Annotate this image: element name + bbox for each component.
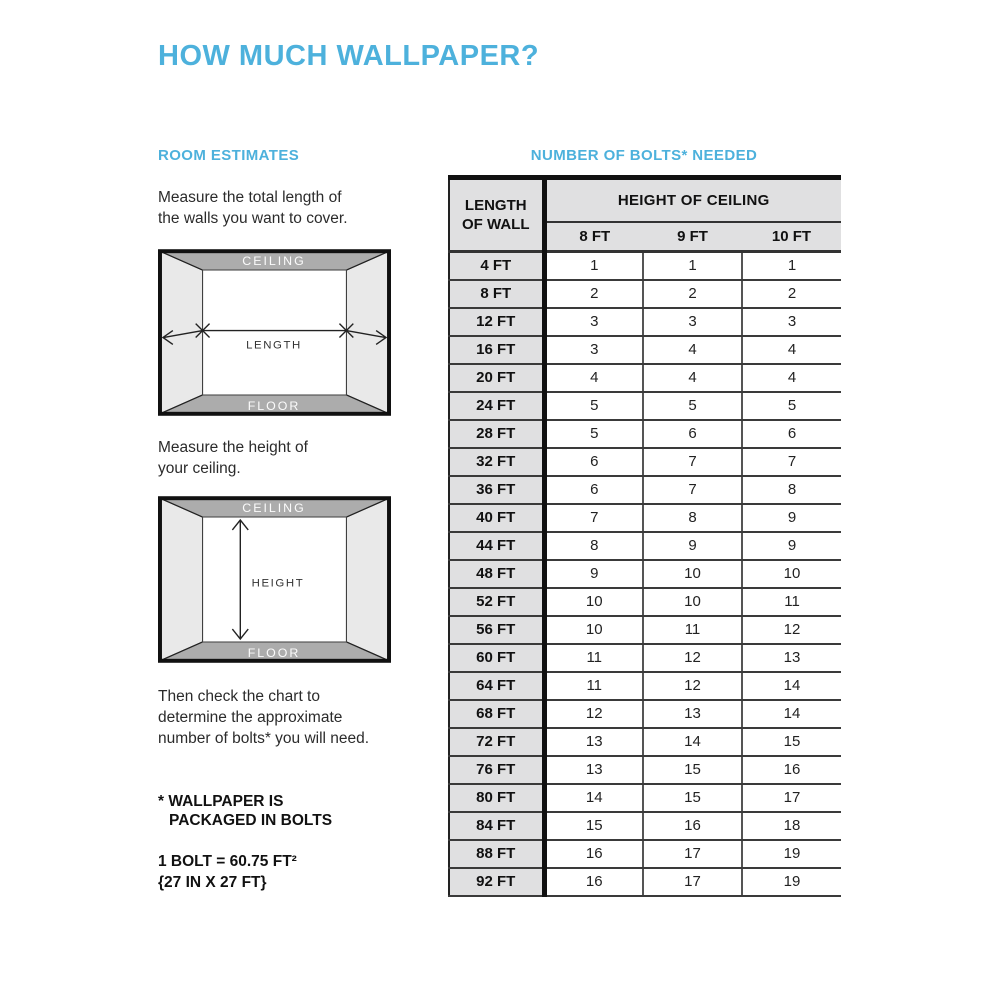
right-wall-shape [346,498,389,661]
ceiling-label: CEILING [242,501,306,516]
cell-bolts-8ft: 2 [544,280,643,308]
row-header-wall-length: 20 FT [449,364,544,392]
corner-header-line2: OF WALL [462,216,530,233]
row-header-wall-length: 40 FT [449,504,544,532]
table-row [449,784,841,812]
row-header-wall-length: 92 FT [449,868,544,896]
table-row [449,420,841,448]
row-header-wall-length: 52 FT [449,588,544,616]
cell-bolts-10ft: 12 [742,616,841,644]
bolt-size-info [158,851,448,893]
step3-line2: determine the approximate [158,709,343,726]
row-header-wall-length: 4 FT [449,252,544,280]
step3-line1: Then check the chart to [158,688,320,705]
table-row [449,588,841,616]
row-header-wall-length: 68 FT [449,700,544,728]
cell-bolts-9ft: 17 [643,840,742,868]
cell-bolts-10ft: 6 [742,420,841,448]
room-estimates-section [158,147,448,893]
room-height-diagram [158,496,391,663]
cell-bolts-9ft: 9 [643,532,742,560]
table-row [449,560,841,588]
cell-bolts-9ft: 11 [643,616,742,644]
cell-bolts-9ft: 14 [643,728,742,756]
cell-bolts-10ft: 5 [742,392,841,420]
row-header-wall-length: 60 FT [449,644,544,672]
table-row [449,364,841,392]
left-wall-shape [160,498,203,661]
table-row [449,308,841,336]
cell-bolts-9ft: 12 [643,644,742,672]
row-header-wall-length: 24 FT [449,392,544,420]
row-header-wall-length: 12 FT [449,308,544,336]
back-wall-shape [203,270,347,395]
room-length-diagram [158,249,391,416]
cell-bolts-10ft: 10 [742,560,841,588]
bolt-size-line2: {27 IN X 27 FT} [158,874,267,891]
cell-bolts-10ft: 7 [742,448,841,476]
cell-bolts-8ft: 3 [544,336,643,364]
col-header-8ft: 8 FT [544,222,643,252]
cell-bolts-8ft: 10 [544,588,643,616]
table-row [449,868,841,896]
length-label: LENGTH [246,339,302,352]
cell-bolts-8ft: 9 [544,560,643,588]
cell-bolts-8ft: 11 [544,644,643,672]
row-header-wall-length: 32 FT [449,448,544,476]
cell-bolts-10ft: 15 [742,728,841,756]
row-header-wall-length: 56 FT [449,616,544,644]
table-row [449,532,841,560]
cell-bolts-8ft: 15 [544,812,643,840]
table-row [449,336,841,364]
table-row [449,644,841,672]
table-row [449,672,841,700]
cell-bolts-10ft: 2 [742,280,841,308]
step2-line2: your ceiling. [158,460,241,477]
table-row [449,728,841,756]
cell-bolts-9ft: 4 [643,364,742,392]
row-header-wall-length: 64 FT [449,672,544,700]
col-header-10ft: 10 FT [742,222,841,252]
cell-bolts-10ft: 4 [742,336,841,364]
cell-bolts-9ft: 10 [643,588,742,616]
cell-bolts-9ft: 3 [643,308,742,336]
cell-bolts-8ft: 1 [544,252,643,280]
cell-bolts-10ft: 9 [742,532,841,560]
page-title: HOW MUCH WALLPAPER? [158,40,540,72]
row-header-wall-length: 84 FT [449,812,544,840]
room-estimates-heading: ROOM ESTIMATES [158,147,300,164]
step2-text [158,437,448,479]
group-header-height-of-ceiling: HEIGHT OF CEILING [544,178,841,222]
row-header-wall-length: 48 FT [449,560,544,588]
cell-bolts-8ft: 13 [544,756,643,784]
cell-bolts-9ft: 7 [643,448,742,476]
table-row [449,476,841,504]
cell-bolts-8ft: 13 [544,728,643,756]
cell-bolts-9ft: 8 [643,504,742,532]
cell-bolts-10ft: 1 [742,252,841,280]
row-header-wall-length: 44 FT [449,532,544,560]
cell-bolts-10ft: 11 [742,588,841,616]
cell-bolts-8ft: 12 [544,700,643,728]
cell-bolts-8ft: 14 [544,784,643,812]
cell-bolts-8ft: 7 [544,504,643,532]
cell-bolts-8ft: 5 [544,392,643,420]
footnote-line2: PACKAGED IN BOLTS [169,812,333,829]
cell-bolts-9ft: 13 [643,700,742,728]
cell-bolts-9ft: 6 [643,420,742,448]
step1-line1: Measure the total length of [158,189,342,206]
row-header-wall-length: 16 FT [449,336,544,364]
cell-bolts-8ft: 3 [544,308,643,336]
cell-bolts-9ft: 15 [643,756,742,784]
bolts-footnote [158,792,448,830]
cell-bolts-8ft: 16 [544,840,643,868]
height-label: HEIGHT [251,577,305,590]
table-row [449,448,841,476]
floor-label: FLOOR [247,645,301,660]
table-row [449,252,841,280]
cell-bolts-10ft: 18 [742,812,841,840]
cell-bolts-9ft: 12 [643,672,742,700]
step2-line1: Measure the height of [158,439,308,456]
cell-bolts-9ft: 5 [643,392,742,420]
step1-line2: the walls you want to cover. [158,210,348,227]
cell-bolts-9ft: 17 [643,868,742,896]
cell-bolts-9ft: 10 [643,560,742,588]
table-row [449,756,841,784]
cell-bolts-10ft: 8 [742,476,841,504]
cell-bolts-10ft: 3 [742,308,841,336]
row-header-wall-length: 88 FT [449,840,544,868]
row-header-wall-length: 80 FT [449,784,544,812]
cell-bolts-8ft: 11 [544,672,643,700]
cell-bolts-10ft: 9 [742,504,841,532]
cell-bolts-10ft: 19 [742,840,841,868]
footnote-line1: * WALLPAPER IS [158,793,284,810]
floor-label: FLOOR [247,398,301,413]
cell-bolts-9ft: 4 [643,336,742,364]
cell-bolts-8ft: 8 [544,532,643,560]
cell-bolts-8ft: 16 [544,868,643,896]
row-header-wall-length: 8 FT [449,280,544,308]
bolts-table [448,175,841,897]
cell-bolts-9ft: 2 [643,280,742,308]
cell-bolts-9ft: 16 [643,812,742,840]
row-header-wall-length: 72 FT [449,728,544,756]
row-header-wall-length: 76 FT [449,756,544,784]
table-row [449,504,841,532]
table-row [449,812,841,840]
ceiling-label: CEILING [242,254,306,269]
step3-line3: number of bolts* you will need. [158,730,370,747]
corner-header-length-of-wall [449,178,544,252]
cell-bolts-10ft: 17 [742,784,841,812]
row-header-wall-length: 28 FT [449,420,544,448]
bolts-table-heading: NUMBER OF BOLTS* NEEDED [530,147,758,164]
cell-bolts-10ft: 4 [742,364,841,392]
bolt-size-line1: 1 BOLT = 60.75 FT² [158,853,297,870]
row-header-wall-length: 36 FT [449,476,544,504]
cell-bolts-8ft: 6 [544,448,643,476]
corner-header-line1: LENGTH [464,197,527,214]
cell-bolts-9ft: 7 [643,476,742,504]
left-wall-shape [160,251,203,414]
step3-text [158,686,448,749]
cell-bolts-10ft: 14 [742,700,841,728]
table-row [449,700,841,728]
cell-bolts-10ft: 13 [742,644,841,672]
step1-text [158,187,448,229]
cell-bolts-8ft: 5 [544,420,643,448]
cell-bolts-10ft: 16 [742,756,841,784]
table-row [449,280,841,308]
cell-bolts-8ft: 10 [544,616,643,644]
cell-bolts-10ft: 19 [742,868,841,896]
table-row [449,616,841,644]
cell-bolts-10ft: 14 [742,672,841,700]
bolts-table-body [449,252,841,896]
bolts-needed-section [448,147,840,897]
cell-bolts-9ft: 15 [643,784,742,812]
table-row [449,392,841,420]
cell-bolts-8ft: 4 [544,364,643,392]
col-header-9ft: 9 FT [643,222,742,252]
right-wall-shape [346,251,389,414]
cell-bolts-8ft: 6 [544,476,643,504]
table-row [449,840,841,868]
cell-bolts-9ft: 1 [643,252,742,280]
